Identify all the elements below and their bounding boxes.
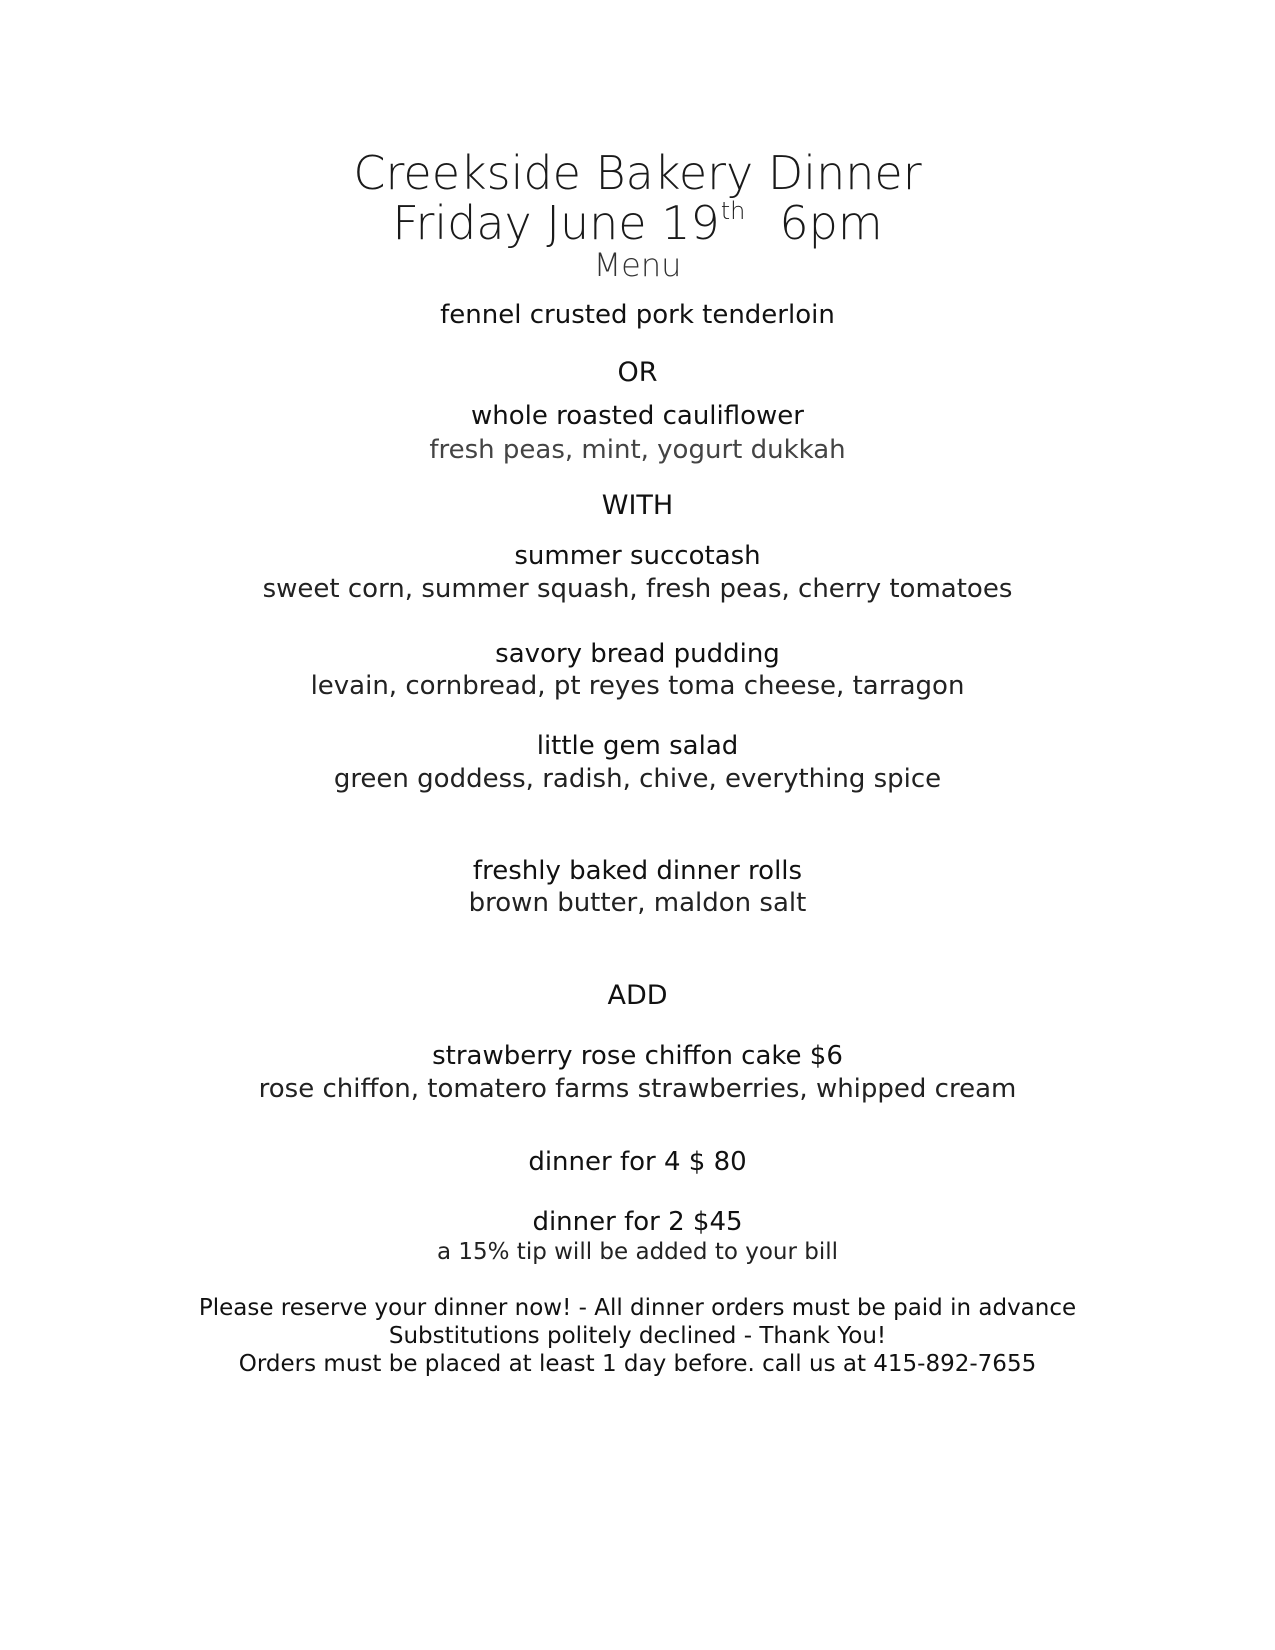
price-dinner-for-2: dinner for 2 $45 [532,1207,743,1237]
footer-contact-line: Orders must be placed at least 1 day before. call us at 415-892-7655 [238,1351,1037,1377]
price-dinner-for-4: dinner for 4 $ 80 [528,1147,747,1177]
side-gem-salad: little gem salad [536,731,739,761]
side-gem-salad-details: green goddess, radish, chive, everything spice [333,764,942,794]
addon-cake: strawberry rose chiffon cake $6 [432,1041,843,1071]
footer-reserve-line: Please reserve your dinner now! - All dinner orders must be paid in advance [198,1295,1077,1321]
event-date-line [0,196,1275,250]
date-suffix: th [720,196,746,225]
add-divider: ADD [607,980,668,1011]
main-dish-cauliflower: whole roasted cauliflower [471,401,804,431]
main-dish-cauliflower-details: fresh peas, mint, yogurt dukkah [429,435,846,465]
footer-substitutions-line: Substitutions politely declined - Thank You! [388,1323,887,1349]
side-dinner-rolls-details: brown butter, maldon salt [468,888,807,918]
addon-cake-details: rose chiffon, tomatero farms strawberries, whipped cream [258,1074,1017,1104]
or-divider: OR [617,357,658,388]
page-title: Creekside Bakery Dinner [353,146,922,200]
side-succotash: summer succotash [514,541,761,571]
side-bread-pudding: savory bread pudding [495,639,780,669]
side-bread-pudding-details: levain, cornbread, pt reyes toma cheese, tarragon [310,671,965,701]
main-dish-pork: fennel crusted pork tenderloin [440,300,835,330]
side-dinner-rolls: freshly baked dinner rolls [472,856,803,886]
with-divider: WITH [601,490,674,521]
event-time: 6pm [779,196,883,250]
menu-heading: Menu [593,246,682,284]
tip-note: a 15% tip will be added to your bill [436,1239,839,1265]
event-date: Friday June 19 [392,196,720,250]
side-succotash-details: sweet corn, summer squash, fresh peas, cherry tomatoes [262,574,1013,604]
